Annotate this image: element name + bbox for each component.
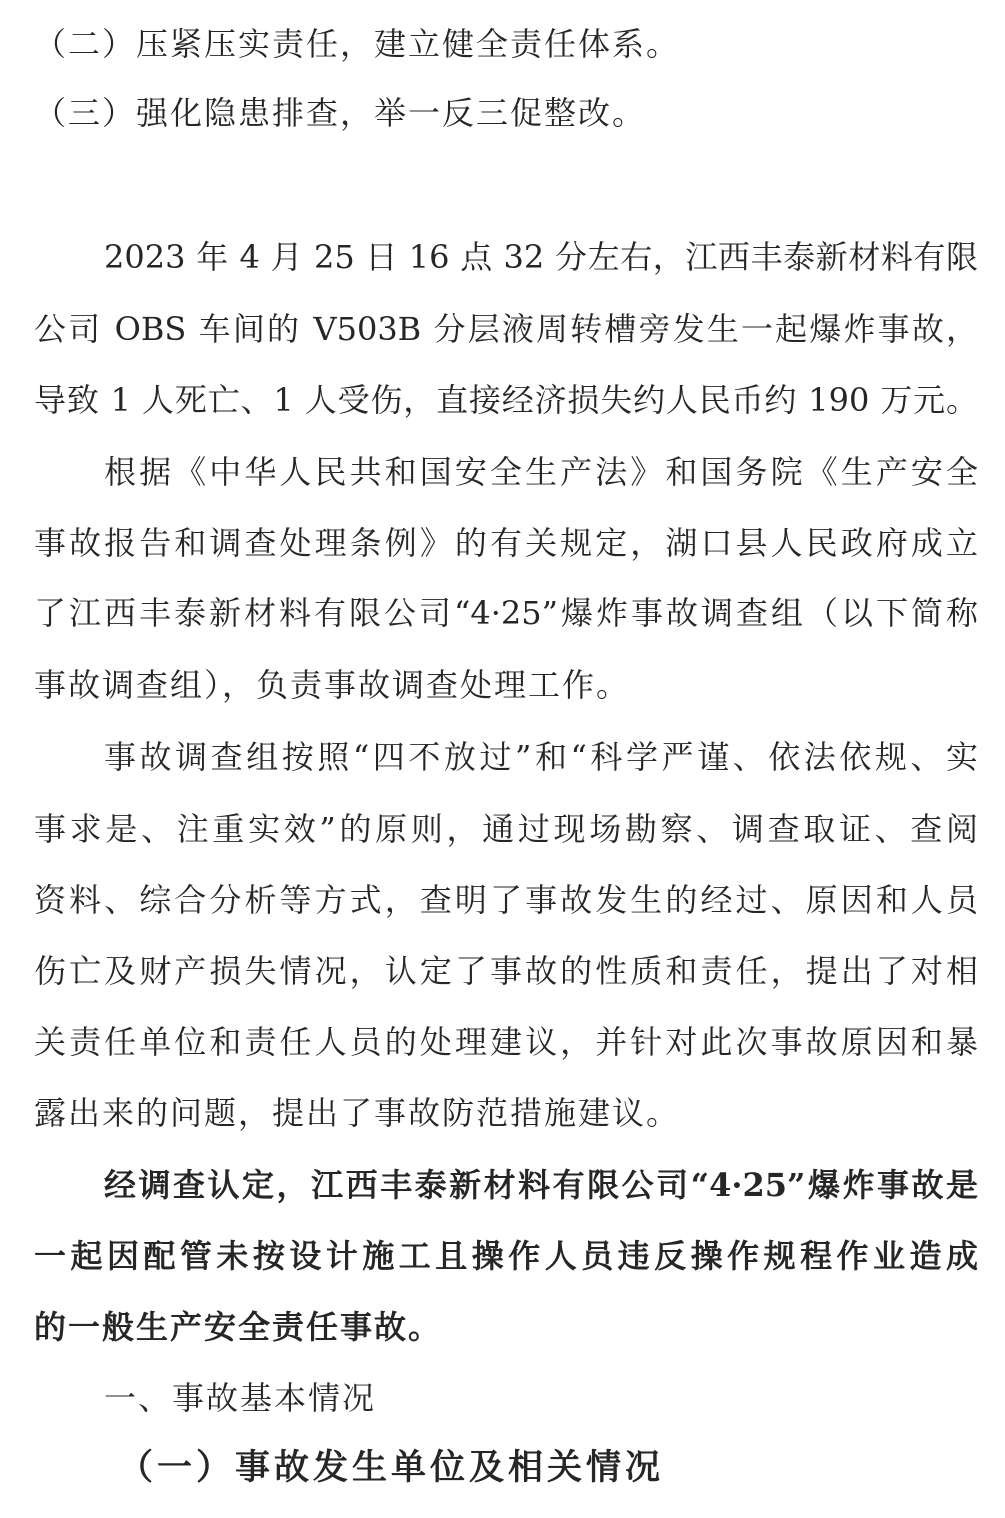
paragraph-line: 事求是、注重实效”的原则，通过现场勘察、调查取证、查阅 (34, 810, 978, 848)
paragraph-line: 露出来的问题，提出了事故防范措施建议。 (34, 1094, 681, 1132)
paragraph-line: 了江西丰泰新材料有限公司“4·25”爆炸事故调查组（以下简称 (34, 594, 978, 632)
paragraph-line: 根据《中华人民共和国安全生产法》和国务院《生产安全 (104, 453, 978, 491)
paragraph-line: 伤亡及财产损失情况，认定了事故的性质和责任，提出了对相 (34, 952, 978, 990)
paragraph-line: 关责任单位和责任人员的处理建议，并针对此次事故原因和暴 (34, 1023, 978, 1061)
paragraph-line: 2023 年 4 月 25 日 16 点 32 分左右，江西丰泰新材料有限 (104, 238, 978, 276)
list-item-two: （二）压紧压实责任，建立健全责任体系。 (34, 25, 681, 63)
conclusion-line: 一起因配管未按设计施工且操作人员违反操作规程作业造成 (34, 1237, 978, 1275)
paragraph-line: 资料、综合分析等方式，查明了事故发生的经过、原因和人员 (34, 881, 978, 919)
paragraph-line: 事故调查组），负责事故调查处理工作。 (34, 666, 631, 704)
subsection-heading: （一）事故发生单位及相关情况 (118, 1447, 665, 1488)
list-item-three: （三）强化隐患排查，举一反三促整改。 (34, 94, 647, 132)
paragraph-line: 事故调查组按照“四不放过”和“科学严谨、依法依规、实 (104, 738, 978, 776)
conclusion-line: 经调查认定，江西丰泰新材料有限公司“4·25”爆炸事故是 (104, 1166, 978, 1204)
conclusion-line: 的一般生产安全责任事故。 (34, 1308, 443, 1346)
paragraph-line: 导致 1 人死亡、1 人受伤，直接经济损失约人民币约 190 万元。 (34, 381, 978, 419)
paragraph-line: 公司 OBS 车间的 V503B 分层液周转槽旁发生一起爆炸事故， (34, 310, 978, 348)
paragraph-line: 事故报告和调查处理条例》的有关规定，湖口县人民政府成立 (34, 524, 978, 562)
section-heading: 一、事故基本情况 (104, 1379, 377, 1417)
